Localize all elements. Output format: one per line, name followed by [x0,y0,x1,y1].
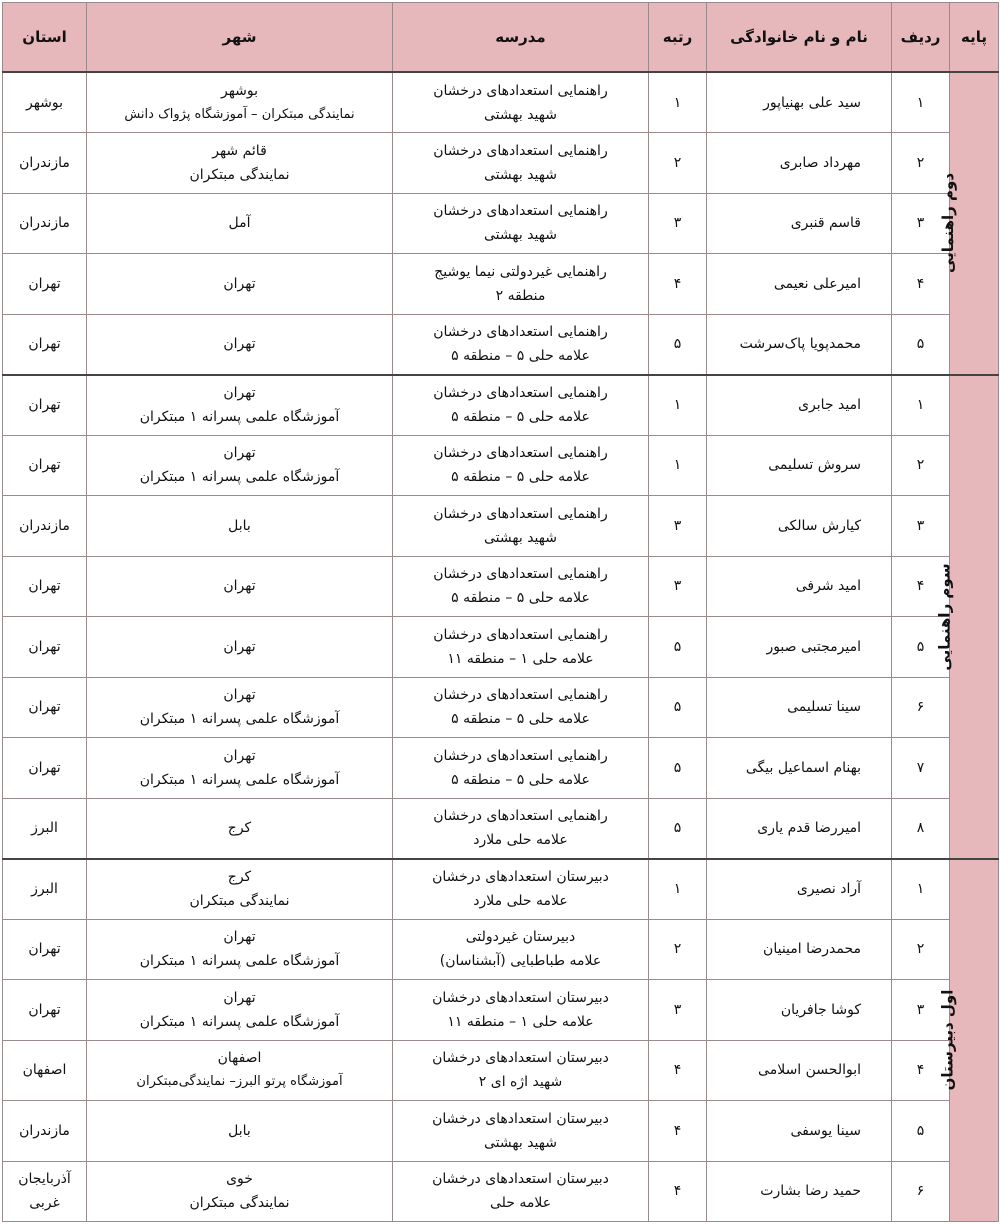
city-cell-line: نمایندگی مبتکران [189,893,290,909]
city-cell [87,1040,393,1101]
rank-cell-line: ۱ [673,397,682,413]
province-cell [3,72,87,133]
school-cell-line: دبیرستان استعدادهای درخشان [432,989,609,1006]
header-rank: رتبه [649,3,707,73]
table-row [3,1040,999,1101]
rank-cell-line: ۲ [673,154,682,171]
school-cell-line: منطقه ۲ [495,287,546,304]
name-cell-line: محمدرضا امینیان [763,941,861,958]
rank-cell-line: ۴ [673,1183,682,1200]
province-cell-line: غربی [29,1195,60,1212]
school-cell-line: راهنمایی استعدادهای درخشان [433,566,608,583]
school-cell-line: راهنمایی استعدادهای درخشان [433,82,608,99]
row-number-cell [892,1101,950,1162]
city-cell-line: بابل [228,1122,251,1139]
grade-label: دوم راهنمایی [938,173,957,274]
name-cell [707,919,892,980]
table-row [3,556,999,617]
rank-cell-line: ۵ [673,820,682,836]
city-cell-line: آمل [228,215,251,232]
school-cell-line: راهنمایی استعدادهای درخشان [433,747,608,764]
school-cell [393,798,649,859]
grade-cell [938,859,999,1222]
rank-cell [649,1161,707,1222]
name-cell-line: ابوالحسن اسلامی [758,1062,861,1079]
province-cell [3,435,87,496]
city-cell-line: بابل [228,517,251,534]
school-cell-line: راهنمایی استعدادهای درخشان [433,385,608,401]
school-cell-line: دبیرستان استعدادهای درخشان [432,869,609,885]
province-cell [3,859,87,920]
school-cell [393,314,649,375]
school-cell [393,919,649,980]
province-cell [3,677,87,738]
row-number-cell [892,375,950,436]
school-cell-line: علامه حلی ۵ – منطقه ۵ [451,409,590,425]
rank-cell-line: ۳ [673,578,682,595]
name-cell-line: امید جابری [798,397,861,413]
city-cell [87,496,393,557]
province-cell-line: مازندران [19,154,70,171]
rank-cell [649,375,707,436]
name-cell-line: امیرعلی نعیمی [773,275,861,292]
table-row [3,72,999,133]
name-cell-line: حمید رضا بشارت [760,1183,861,1200]
name-cell-line: امیرمجتبی صبور [766,638,861,655]
city-cell-line: تهران [223,445,256,462]
grade-label: سوم راهنمایی [935,562,954,671]
row-number-cell-line: ۷ [916,759,925,776]
school-cell-line: علامه طباطبایی (آبشناسان) [439,953,602,970]
school-cell [393,738,649,799]
name-cell-line: امیررضا قدم یاری [757,820,861,836]
row-number-cell [892,738,950,799]
school-cell [393,254,649,315]
name-cell-line: بهنام اسماعیل بیگی [745,759,861,776]
name-cell-line: مهرداد صابری [779,154,861,171]
city-cell-line: تهران [223,275,256,292]
province-cell-line: آذربایجان [18,1171,71,1188]
row-number-cell-line: ۵ [916,1122,925,1139]
name-cell [707,133,892,194]
table-row [3,435,999,496]
city-cell [87,617,393,678]
name-cell [707,435,892,496]
row-number-cell [892,677,950,738]
city-cell [87,556,393,617]
province-cell-line: تهران [28,941,61,958]
name-cell [707,496,892,557]
province-cell [3,1161,87,1222]
rank-cell [649,435,707,496]
school-cell-line: دبیرستان استعدادهای درخشان [432,1110,609,1127]
school-cell-line: دبیرستان غیردولتی [465,929,576,946]
table-row [3,980,999,1041]
rank-cell [649,254,707,315]
province-cell-line: تهران [28,397,61,413]
province-cell [3,1101,87,1162]
city-cell-line: خوی [226,1171,253,1188]
rank-cell-line: ۴ [673,1062,682,1079]
school-cell-line: دبیرستان استعدادهای درخشان [432,1171,609,1188]
rank-cell [649,798,707,859]
header-province: استان [3,3,87,73]
city-cell [87,919,393,980]
city-cell-line: تهران [223,385,256,401]
city-cell-line: تهران [223,578,256,595]
school-cell [393,435,649,496]
header-school: مدرسه [393,3,649,73]
province-cell [3,375,87,436]
school-cell-line: علامه حلی ۵ – منطقه ۵ [451,469,590,486]
city-cell [87,1101,393,1162]
rank-cell-line: ۵ [673,336,682,352]
header-grade: پایه [950,3,999,73]
row-number-cell-line: ۶ [916,1183,925,1200]
school-cell [393,496,649,557]
name-cell-line: کیارش سالکی [777,517,861,534]
city-cell [87,375,393,436]
school-cell [393,193,649,254]
name-cell [707,677,892,738]
table-row [3,798,999,859]
name-cell [707,617,892,678]
row-number-cell-line: ۴ [916,275,925,292]
province-cell [3,738,87,799]
table-row [3,738,999,799]
table-row [3,677,999,738]
city-cell-line: تهران [223,747,256,764]
rank-cell-line: ۳ [673,215,682,232]
province-cell [3,919,87,980]
name-cell [707,1161,892,1222]
school-cell-line: علامه حلی ملارد [473,832,568,848]
city-cell-line: نمایندگی مبتکران – آموزشگاه پژواک دانش [124,106,355,122]
city-cell [87,1161,393,1222]
city-cell [87,435,393,496]
name-cell-line: محمدپویا پاک‌سرشت [739,336,861,352]
name-cell-line: سروش تسلیمی [768,457,861,474]
school-cell [393,859,649,920]
school-cell [393,980,649,1041]
row-number-cell-line: ۳ [916,1001,925,1018]
name-cell-line: سینا تسلیمی [787,699,861,716]
school-cell [393,617,649,678]
rank-cell [649,1040,707,1101]
table-row [3,859,999,920]
table-row [3,193,999,254]
rank-cell-line: ۳ [673,517,682,534]
city-cell-line: نمایندگی مبتکران [189,1195,290,1212]
school-cell-line: علامه حلی ۱ – منطقه ۱۱ [447,1013,594,1030]
row-number-cell-line: ۴ [916,1062,925,1079]
rank-cell [649,738,707,799]
school-cell [393,1161,649,1222]
school-cell-line: علامه حلی ۵ – منطقه ۵ [451,711,590,728]
city-cell-line: قائم شهر [212,142,267,159]
row-number-cell-line: ۱ [916,881,925,897]
name-cell-line: سینا یوسفی [790,1122,861,1139]
school-cell-line: علامه حلی ملارد [473,893,568,909]
school-cell-line: علامه حلی ۵ – منطقه ۵ [451,348,590,364]
header-row [3,3,999,73]
table-row [3,254,999,315]
city-cell [87,738,393,799]
city-cell-line: تهران [223,336,256,352]
school-cell-line: علامه حلی ۵ – منطقه ۵ [451,771,590,788]
name-cell [707,738,892,799]
city-cell-line: تهران [223,929,256,946]
row-number-cell [892,859,950,920]
rank-cell-line: ۱ [673,94,682,111]
school-cell-line: راهنمایی استعدادهای درخشان [433,142,608,159]
rank-cell [649,193,707,254]
grade-label: اول دبیرستان [938,989,957,1091]
school-cell [393,677,649,738]
school-cell-line: شهید بهشتی [484,1134,557,1151]
province-cell [3,133,87,194]
city-cell-line: تهران [223,989,256,1006]
province-cell-line: البرز [31,881,58,897]
rank-cell [649,133,707,194]
rank-cell-line: ۲ [673,941,682,958]
rank-cell-line: ۴ [673,275,682,292]
school-cell-line: علامه حلی ۱ – منطقه ۱۱ [447,650,594,667]
name-cell [707,254,892,315]
school-cell-line: راهنمایی استعدادهای درخشان [433,445,608,462]
city-cell-line: کرج [227,820,252,836]
province-cell-line: تهران [28,578,61,595]
row-number-cell-line: ۳ [916,215,925,232]
province-cell [3,314,87,375]
table-row [3,496,999,557]
school-cell [393,72,649,133]
province-cell-line: تهران [28,638,61,655]
header-name: نام و نام خانوادگی [707,3,892,73]
province-cell-line: تهران [28,759,61,776]
table-row [3,314,999,375]
name-cell [707,859,892,920]
school-cell-line: راهنمایی استعدادهای درخشان [433,808,608,824]
province-cell [3,254,87,315]
province-cell [3,980,87,1041]
name-cell [707,72,892,133]
name-cell [707,798,892,859]
province-cell-line: اصفهان [22,1062,67,1079]
school-cell-line: راهنمایی استعدادهای درخشان [433,203,608,220]
rank-cell [649,1101,707,1162]
school-cell-line: راهنمایی استعدادهای درخشان [433,324,608,340]
city-cell-line: آموزشگاه علمی پسرانه ۱ مبتکران [139,711,340,728]
city-cell [87,72,393,133]
province-cell-line: تهران [28,699,61,716]
rank-cell [649,314,707,375]
city-cell [87,254,393,315]
rank-cell [649,980,707,1041]
province-cell-line: تهران [28,336,61,352]
school-cell-line: شهید اژه ای ۲ [478,1074,563,1091]
province-cell-line: البرز [31,820,58,836]
school-cell [393,1040,649,1101]
school-cell-line: علامه حلی [489,1195,552,1212]
row-number-cell [892,72,950,133]
row-number-cell-line: ۲ [916,941,925,958]
row-number-cell-line: ۵ [916,638,925,655]
row-number-cell [892,798,950,859]
school-cell [393,133,649,194]
row-number-cell [892,314,950,375]
city-cell [87,677,393,738]
province-cell [3,193,87,254]
name-cell-line: سید علی بهنیاپور [763,94,861,111]
city-cell [87,133,393,194]
header-city: شهر [87,3,393,73]
city-cell-line: نمایندگی مبتکران [189,166,290,183]
province-cell-line: تهران [28,1001,61,1018]
school-cell-line: راهنمایی استعدادهای درخشان [433,505,608,522]
school-cell-line: راهنمایی استعدادهای درخشان [433,626,608,643]
row-number-cell-line: ۶ [916,699,925,716]
city-cell-line: اصفهان [217,1050,262,1067]
province-cell-line: تهران [28,457,61,474]
school-cell-line: راهنمایی استعدادهای درخشان [433,687,608,704]
city-cell [87,798,393,859]
table-row [3,1101,999,1162]
city-cell-line: آموزشگاه علمی پسرانه ۱ مبتکران [139,1013,340,1030]
rank-cell-line: ۵ [673,699,682,716]
row-number-cell-line: ۲ [916,154,925,171]
province-cell [3,496,87,557]
rank-cell [649,919,707,980]
city-cell [87,980,393,1041]
table-row [3,617,999,678]
grade-cell [935,375,999,859]
city-cell [87,314,393,375]
row-number-cell-line: ۱ [916,94,925,111]
school-cell-line: راهنمایی غیردولتی نیما یوشیج [434,263,607,280]
grade-cell [938,72,999,375]
table-row [3,919,999,980]
table-row [3,1161,999,1222]
school-cell-line: شهید بهشتی [484,529,557,546]
city-cell-line: آموزشگاه علمی پسرانه ۱ مبتکران [139,409,340,425]
city-cell-line: تهران [223,687,256,704]
province-cell-line: مازندران [19,517,70,534]
name-cell-line: آراد نصیری [796,881,861,897]
row-number-cell-line: ۴ [916,578,925,595]
row-number-cell-line: ۲ [916,457,925,474]
city-cell-line: آموزشگاه علمی پسرانه ۱ مبتکران [139,771,340,788]
province-cell-line: تهران [28,275,61,292]
rank-cell-line: ۵ [673,638,682,655]
rank-cell-line: ۱ [673,457,682,474]
city-cell-line: آموزشگاه پرتو البرز– نمایندگی‌مبتکران [136,1074,343,1090]
name-cell [707,980,892,1041]
name-cell [707,1040,892,1101]
row-number-cell-line: ۵ [916,336,925,352]
school-cell-line: دبیرستان استعدادهای درخشان [432,1050,609,1067]
name-cell-line: کوشا جافریان [780,1001,861,1018]
row-number-cell [892,919,950,980]
row-number-cell [892,435,950,496]
province-cell-line: مازندران [19,215,70,232]
city-cell [87,859,393,920]
name-cell [707,375,892,436]
rank-cell-line: ۱ [673,881,682,897]
school-cell-line: شهید بهشتی [484,166,557,183]
school-cell [393,1101,649,1162]
row-number-cell [892,496,950,557]
rank-cell [649,72,707,133]
school-cell-line: شهید بهشتی [484,106,557,123]
name-cell [707,556,892,617]
row-number-cell-line: ۱ [916,397,925,413]
province-cell [3,798,87,859]
school-cell [393,375,649,436]
name-cell [707,193,892,254]
rank-cell [649,496,707,557]
city-cell-line: آموزشگاه علمی پسرانه ۱ مبتکران [139,953,340,970]
rank-cell [649,677,707,738]
rank-cell [649,859,707,920]
city-cell [87,193,393,254]
province-cell [3,617,87,678]
name-cell-line: قاسم قنبری [790,215,861,232]
school-cell-line: علامه حلی ۵ – منطقه ۵ [451,590,590,607]
header-row-number: ردیف [892,3,950,73]
row-number-cell-line: ۳ [916,517,925,534]
rank-cell-line: ۴ [673,1122,682,1139]
province-cell-line: بوشهر [25,94,64,111]
city-cell-line: آموزشگاه علمی پسرانه ۱ مبتکران [139,469,340,486]
table-row [3,375,999,436]
name-cell-line: امید شرفی [795,578,861,595]
name-cell [707,1101,892,1162]
rank-cell [649,556,707,617]
row-number-cell [892,1161,950,1222]
row-number-cell-line: ۸ [916,820,925,836]
results-table [2,2,999,1222]
school-cell-line: شهید بهشتی [484,227,557,244]
school-cell [393,556,649,617]
city-cell-line: بوشهر [220,82,259,99]
city-cell-line: تهران [223,638,256,655]
rank-cell-line: ۳ [673,1001,682,1018]
name-cell [707,314,892,375]
province-cell [3,556,87,617]
table-body [3,72,999,1222]
rank-cell-line: ۵ [673,759,682,776]
province-cell [3,1040,87,1101]
table-row [3,133,999,194]
rank-cell [649,617,707,678]
province-cell-line: مازندران [19,1122,70,1139]
city-cell-line: کرج [227,869,252,885]
